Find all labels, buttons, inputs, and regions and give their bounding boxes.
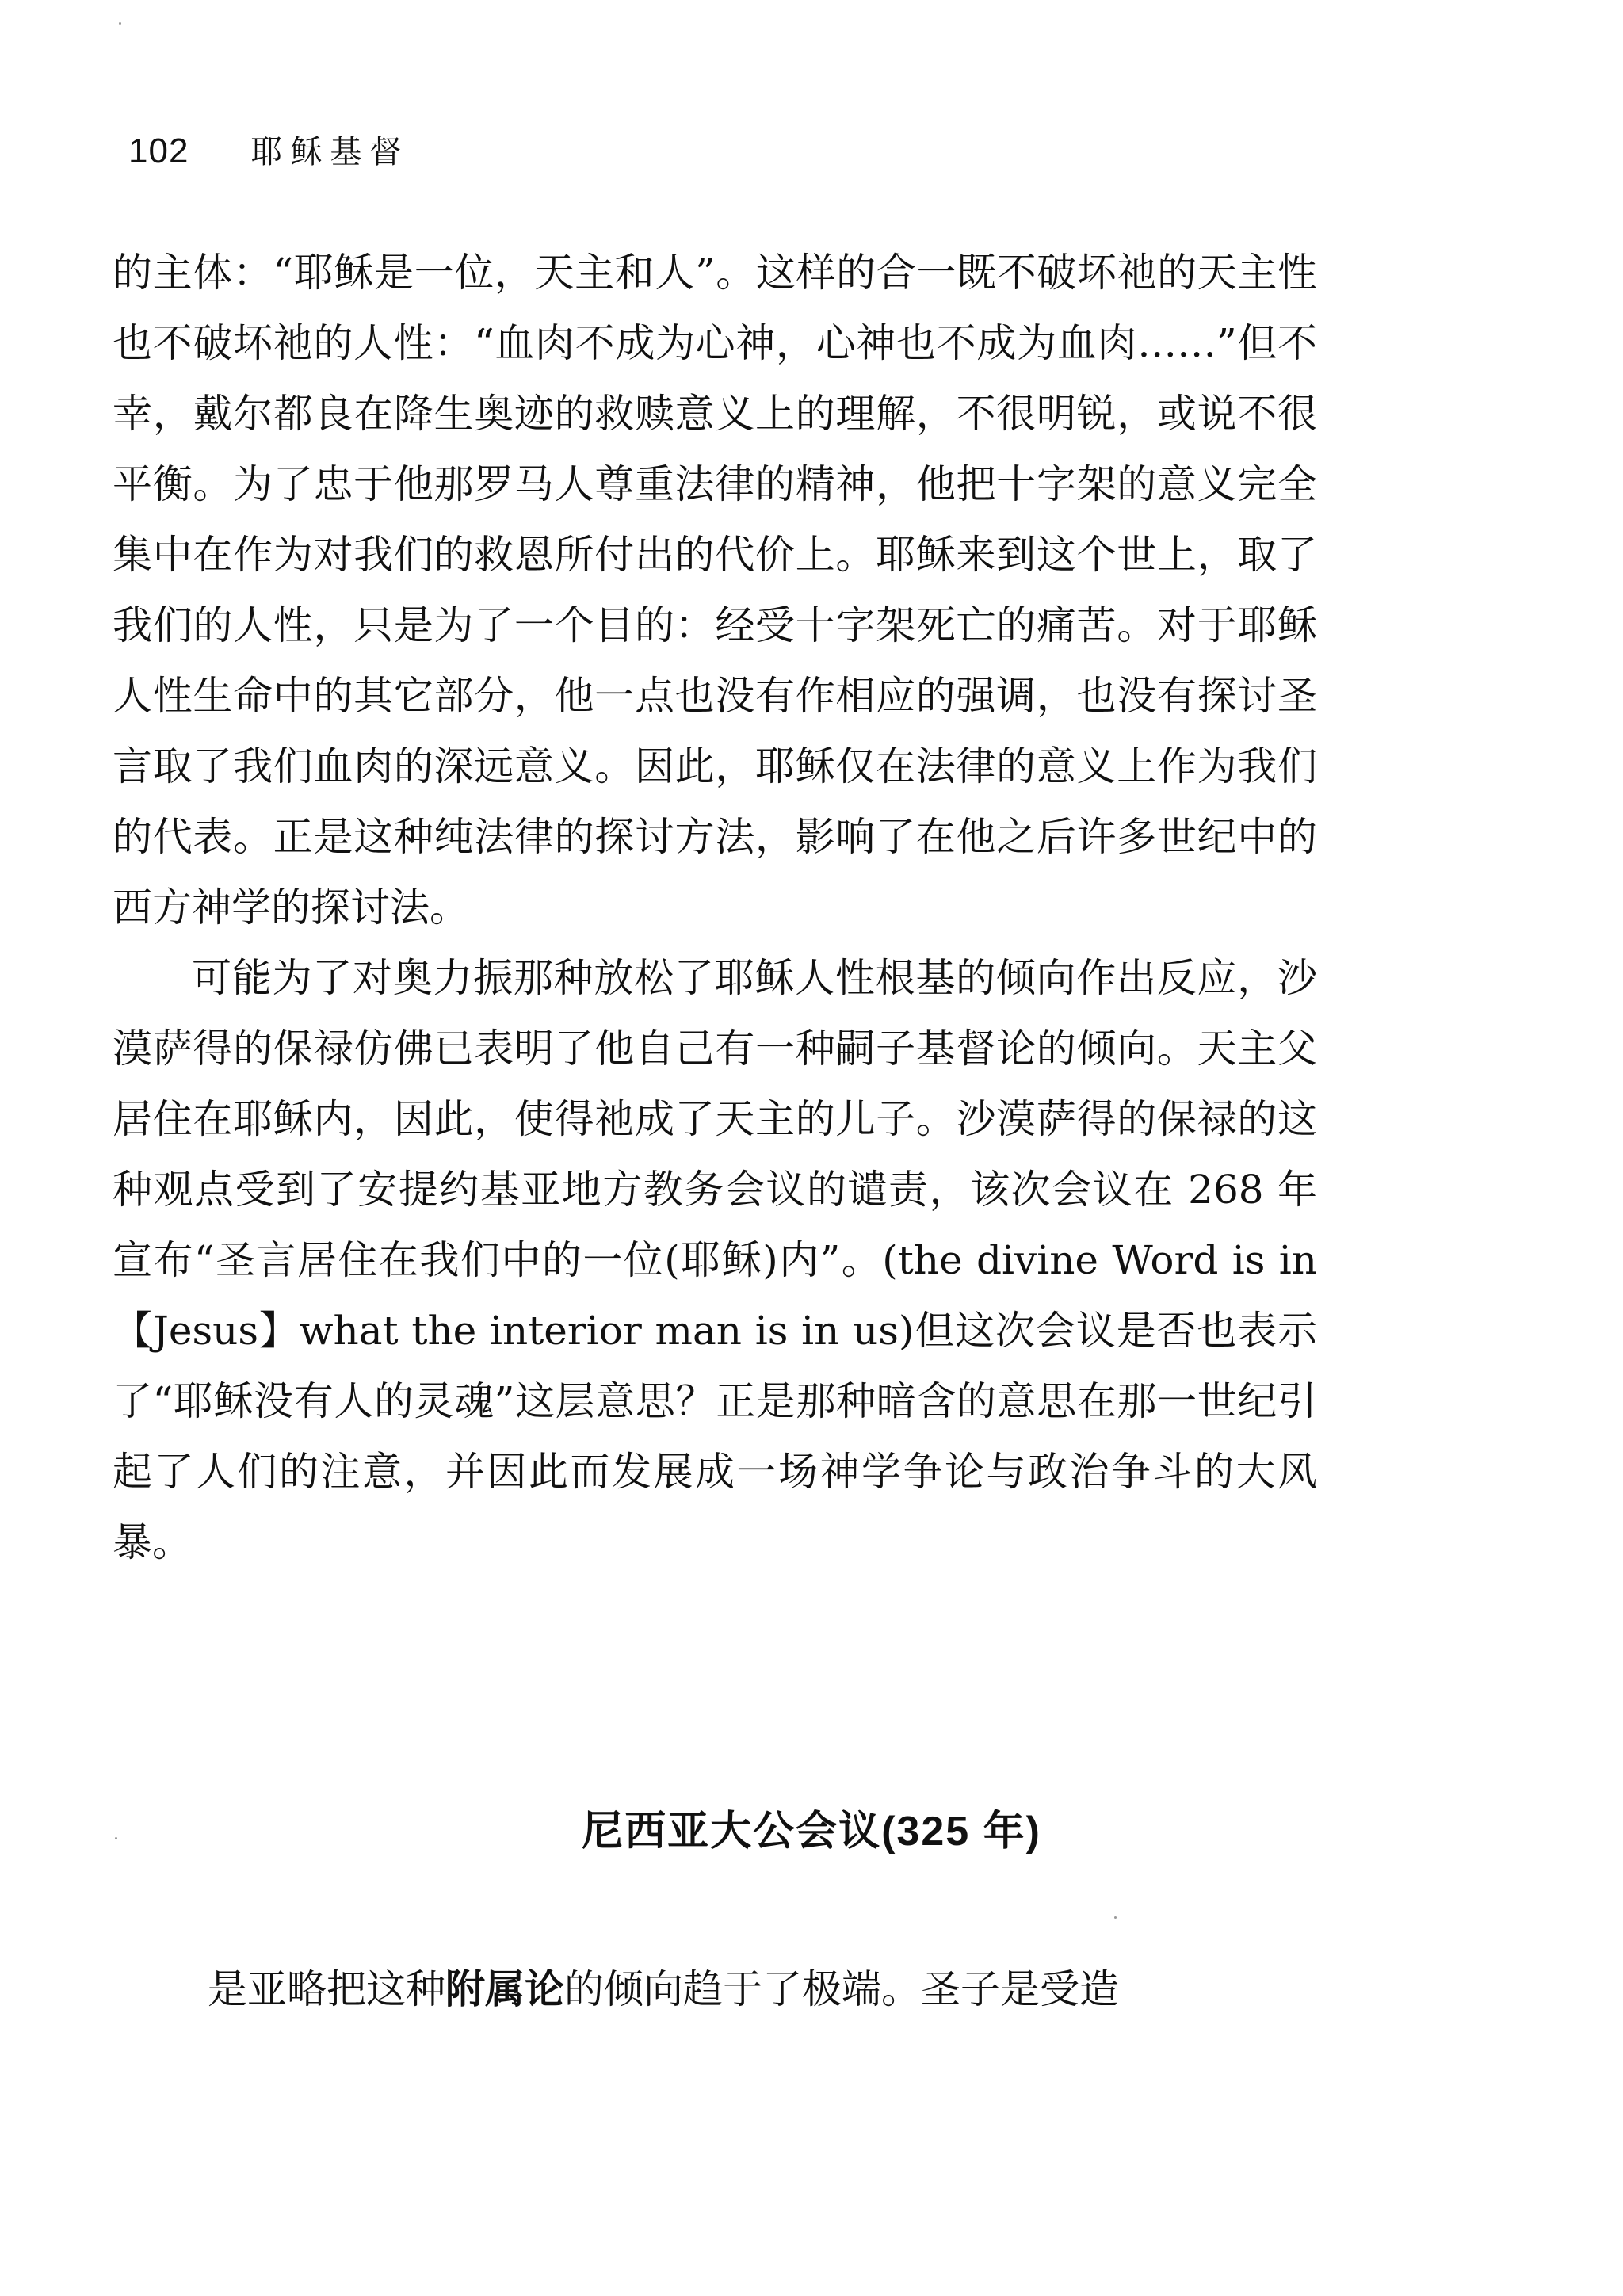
first-line-bold-term: 附属论 [445, 1966, 564, 2012]
scan-speck [1114, 1916, 1117, 1919]
section-heading: 尼西亚大公会议(325 年) [582, 1809, 1041, 1855]
section-first-line [208, 1954, 1317, 2025]
running-head [128, 127, 409, 182]
book-title: 耶稣基督 [250, 134, 410, 170]
body-text [113, 238, 1317, 1578]
scan-speck [115, 1837, 117, 1839]
first-line-prefix: 是亚略把这种 [208, 1966, 445, 2012]
first-line-suffix: 的倾向趋于了极端。圣子是受造 [564, 1966, 1119, 2012]
scan-speck [119, 22, 121, 25]
paragraph-continuation: 的主体：“耶稣是一位，天主和人”。这样的合一既不破坏祂的天主性也不破坏祂的人性：“血肉不成为心神，心神也不成为血肉……”但不幸，戴尔都良在降生奥迹的救赎意义上的理解，不很明锐，或说不很平衡。为了忠于他那罗马人尊重法律的精神，他把十字架的意义完全集中在作为对我们的救恩所付出的代价上。耶稣来到这个世上，取了我们的人性，只是为了一个目的：经受十字架死亡的痛苦。对于耶稣人性生命中的其它部分，他一点也没有作相应的强调，也没有探讨圣言取了我们血肉的深远意义。因此，耶稣仅在法律的意义上作为我们的代表。正是这种纯法律的探讨方法，影响了在他之后许多世纪中的西方神学的探讨法。 [113, 250, 1317, 930]
paragraph: 可能为了对奥力振那种放松了耶稣人性根基的倾向作出反应，沙漠萨得的保禄仿佛已表明了他自己有一种嗣子基督论的倾向。天主父居住在耶稣内，因此，使得祂成了天主的儿子。沙漠萨得的保禄的这种观点受到了安提约基亚地方教务会议的谴责，该次会议在 268 年宣布“圣言居住在我们中的一位(耶稣)内”。(the divine Word is in【Jesus】what the interior man is in us)但这次会议是否也表示了“耶稣没有人的灵魂”这层意思？正是那种暗含的意思在那一世纪引起了人们的注意，并因此而发展成一场神学争论与政治争斗的大风暴。 [113, 955, 1317, 1565]
page-number: 102 [128, 132, 189, 170]
